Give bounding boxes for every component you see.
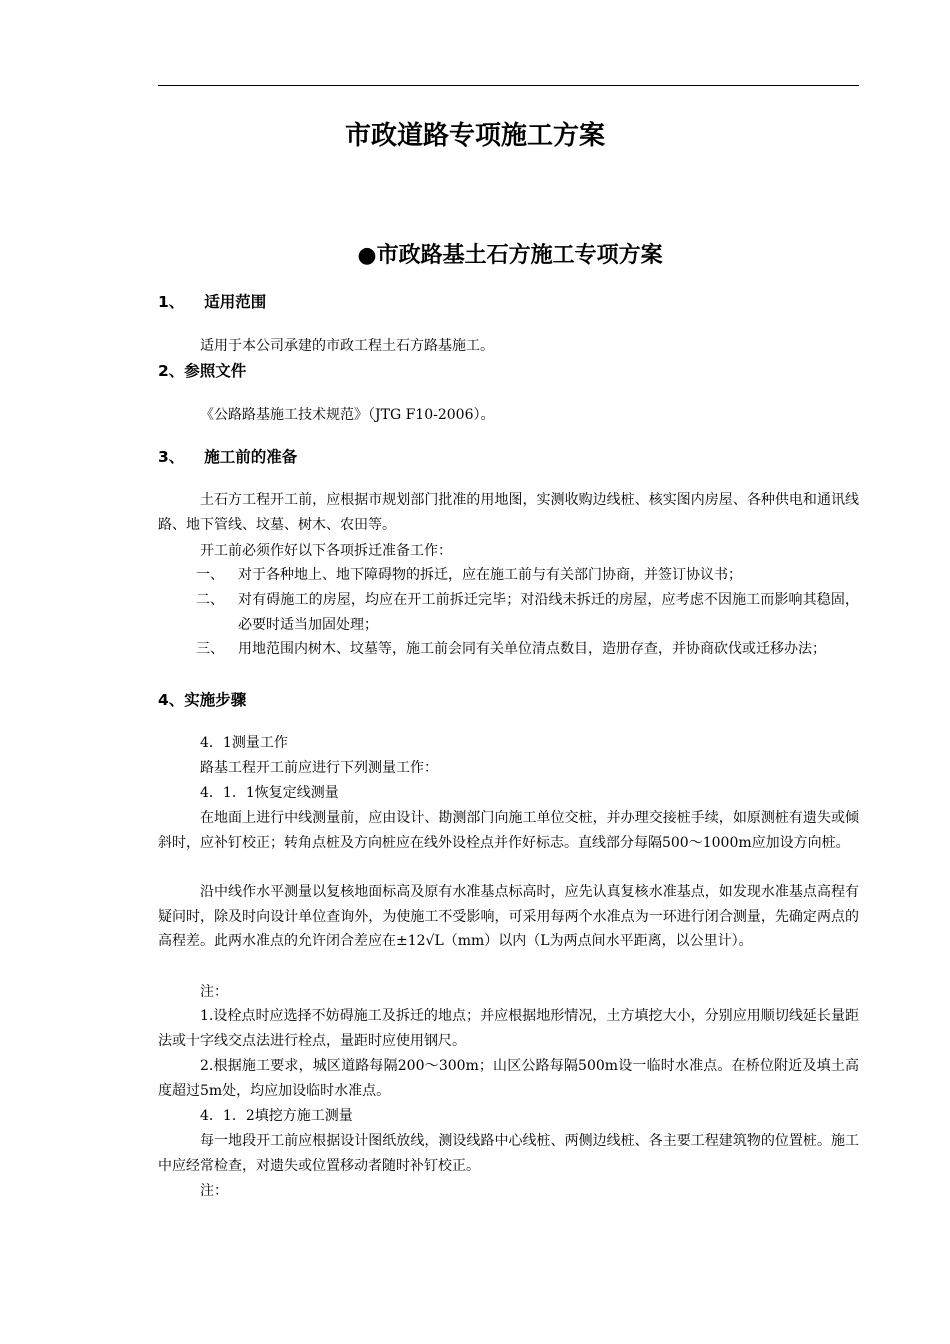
section-3-paragraph-2: 开工前必须作好以下各项拆迁准备工作：	[200, 543, 452, 559]
list-item	[158, 637, 859, 662]
note-2: 2.根据施工要求，城区道路每隔200～300m；山区公路每隔500m设一临时水准点。在桥位附近及填土高度超过5m处，均应加设临时水准点。	[158, 1058, 859, 1099]
note-1: 1.设栓点时应选择不妨碍施工及拆迁的地点；并应根据地形情况，土方填挖大小，分别应用顺切线延长量距法或十字线交点法进行栓点，量距时应使用钢尺。	[158, 1008, 859, 1049]
section-3-heading	[158, 445, 297, 469]
section-1-title: 适用范围	[204, 293, 267, 311]
note-label: 注：	[200, 984, 228, 1000]
section-1-number: 1、	[158, 293, 185, 311]
section-3-title: 施工前的准备	[204, 448, 298, 466]
subsection-4-1-heading: 4．1测量工作	[200, 735, 288, 751]
subsection-4-1-2-text: 每一地段开工前应根据设计图纸放线，测设线路中心线桩、两侧边线桩、各主要工程建筑物的位置桩。施工中应经常检查，对遗失或位置移动者随时补钉校正。	[158, 1133, 859, 1174]
section-1-heading	[158, 290, 266, 314]
list-item-text: 对有碍施工的房屋，均应在开工前拆迁完毕；对沿线未拆迁的房屋，应考虑不因施工而影响其稳固，必要时适当加固处理；	[238, 592, 859, 633]
section-2-heading: 2、参照文件	[158, 362, 247, 380]
section-3-paragraph-1: 土石方工程开工前，应根据市规划部门批准的用地图，实测收购边线桩、核实图内房屋、各种供电和通讯线路、地下管线、坟墓、树木、农田等。	[158, 492, 859, 533]
section-4-heading: 4、实施步骤	[158, 691, 247, 709]
list-item-text: 用地范围内树木、坟墓等，施工前会同有关单位清点数目，造册存查，并协商砍伐或迁移办法；	[238, 641, 826, 657]
document-subtitle: ●市政路基土石方施工专项方案	[357, 243, 663, 268]
header-rule	[158, 85, 859, 86]
subsection-4-1-text: 路基工程开工前应进行下列测量工作：	[200, 760, 438, 776]
subsection-4-1-2-heading: 4．1．2填挖方施工测量	[200, 1108, 353, 1124]
section-3-number: 3、	[158, 448, 185, 466]
subsection-4-1-1-paragraph-1: 在地面上进行中线测量前，应由设计、勘测部门向施工单位交桩，并办理交接桩手续，如原测桩有遗失或倾斜时，应补钉校正；转角点桩及方向桩应在线外设栓点并作好标志。直线部分每隔500～1000m应加设方向桩。	[158, 810, 859, 851]
list-item-marker: 一、	[196, 567, 224, 583]
list-item	[158, 563, 859, 588]
note-label: 注：	[200, 1183, 228, 1199]
document-title: 市政道路专项施工方案	[344, 121, 605, 151]
section-1-text: 适用于本公司承建的市政工程土石方路基施工。	[200, 338, 494, 354]
section-2-text: 《公路路基施工技术规范》（JTG F10-2006）。	[200, 407, 495, 423]
subsection-4-1-1-heading: 4．1．1恢复定线测量	[200, 785, 339, 801]
list-item	[158, 588, 859, 637]
subsection-4-1-1-paragraph-2: 沿中线作水平测量以复核地面标高及原有水准基点标高时，应先认真复核水准基点，如发现水准基点高程有疑问时，除及时向设计单位查询外，为使施工不受影响，可采用每两个水准点为一环进行闭合测量，先确定两点的高程差。此两水准点的允许闭合差应在±12√L（mm）以内（L为两点间水平距离，以公里计）。	[158, 884, 859, 949]
list-item-marker: 二、	[196, 592, 224, 608]
list-item-text: 对于各种地上、地下障碍物的拆迁，应在施工前与有关部门协商，并签订协议书；	[238, 567, 742, 583]
list-item-marker: 三、	[196, 641, 224, 657]
